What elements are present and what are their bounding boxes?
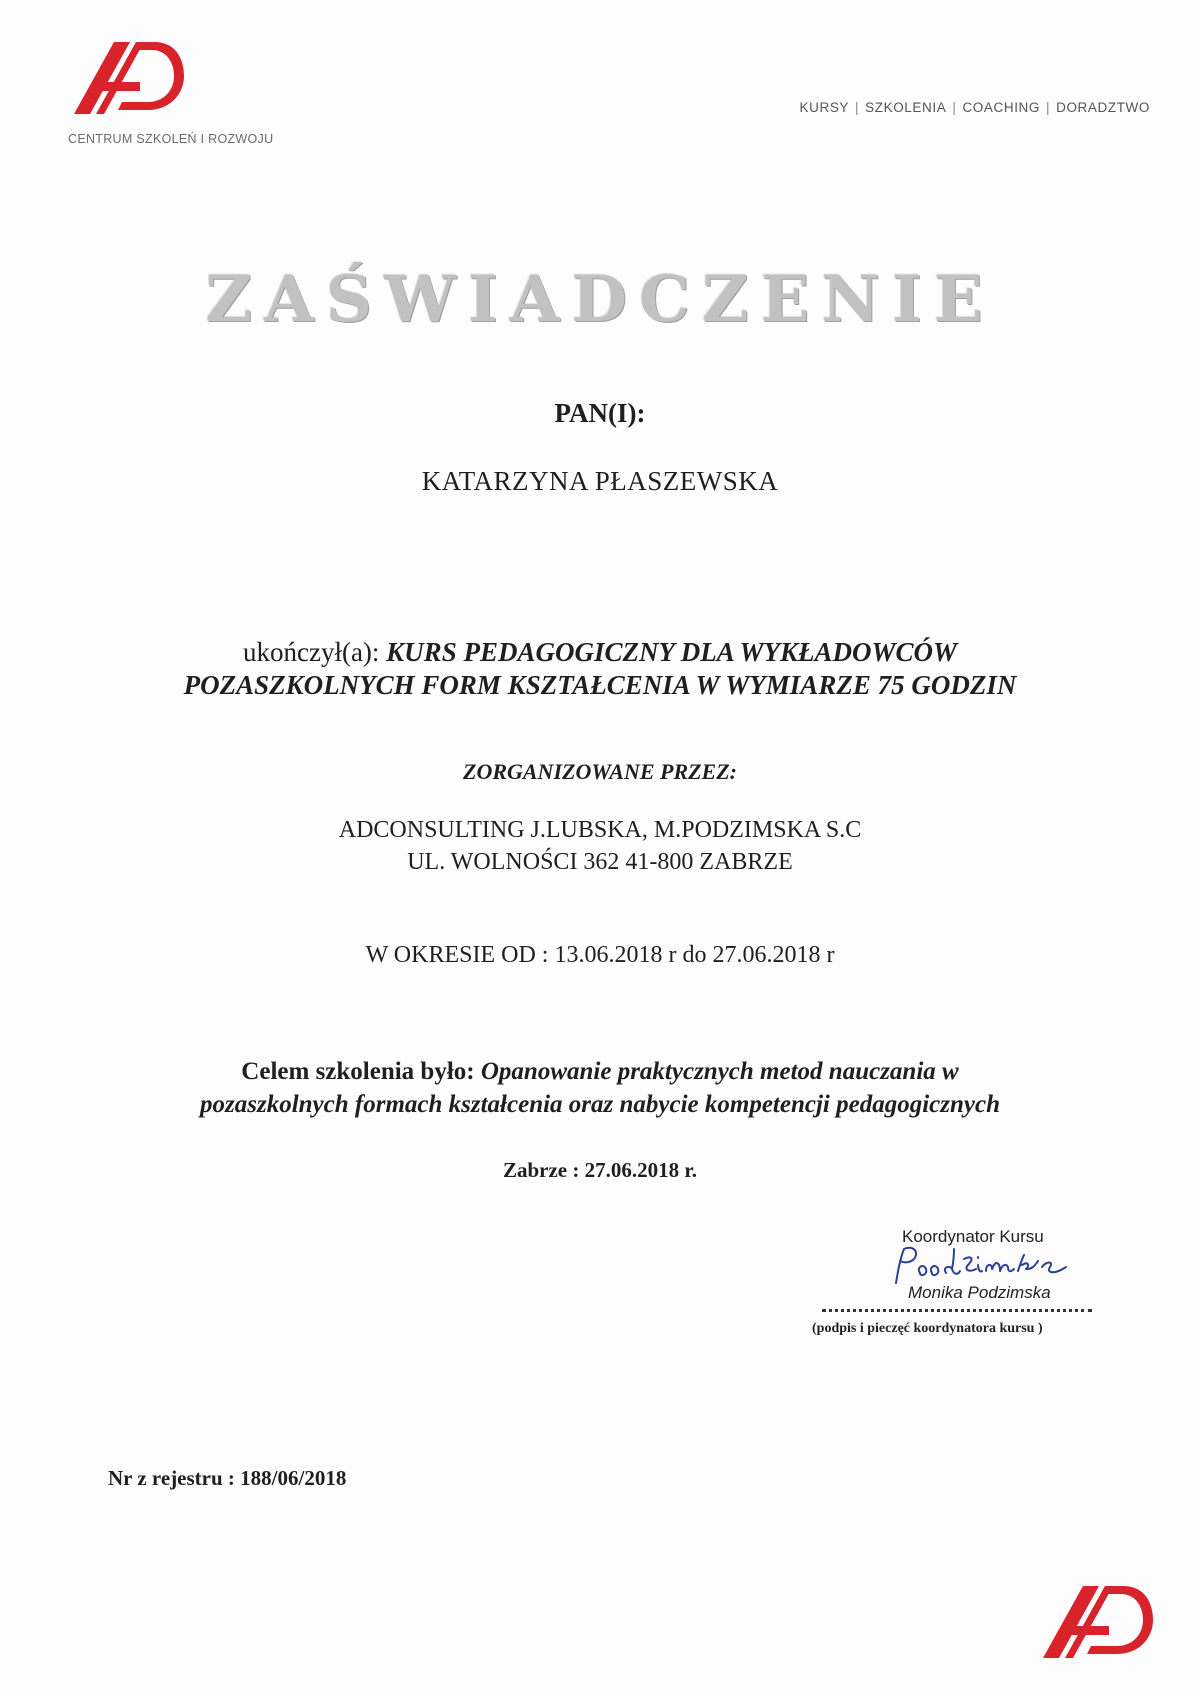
certificate-title: ZAŚWIADCZENIE — [205, 262, 995, 337]
course-name-part-1: KURS PEDAGOGICZNY DLA WYKŁADOWCÓW — [386, 637, 958, 667]
registry-number: Nr z rejestru : 188/06/2018 — [108, 1466, 347, 1490]
aim-text-part-2: pozaszkolnych formach kształcenia oraz nabycie kompetencji pedagogicznych — [200, 1091, 1000, 1118]
ad-logo-icon — [74, 40, 186, 114]
aim-text-part-1: Opanowanie praktycznych metod nauczania w — [480, 1058, 959, 1085]
service-item: DORADZTWO — [1056, 100, 1150, 115]
logo-top — [68, 40, 274, 150]
service-item: KURSY — [799, 100, 850, 115]
signature-caption: (podpis i pieczęć koordynatora kursu ) — [812, 1321, 1043, 1336]
signature-line — [822, 1309, 1092, 1312]
organizer-address: UL. WOLNOŚCI 362 41-800 ZABRZE — [407, 849, 793, 875]
course-period: W OKRESIE OD : 13.06.2018 r do 27.06.2018 r — [365, 942, 835, 968]
aim-line-1 — [0, 1058, 1200, 1086]
course-line-1 — [0, 637, 1200, 668]
services-separator: | — [1046, 100, 1051, 115]
course-name-part-2: POZASZKOLNYCH FORM KSZTAŁCENIA W WYMIARZE 75 GODZIN — [183, 670, 1017, 700]
service-item: COACHING — [962, 100, 1040, 115]
services-separator: | — [952, 100, 957, 115]
service-item: SZKOLENIA — [865, 100, 947, 115]
coordinator-role: Koordynator Kursu — [902, 1227, 1044, 1246]
ad-logo-bottom-icon — [1043, 1584, 1155, 1658]
organizer-name: ADCONSULTING J.LUBSKA, M.PODZIMSKA S.C — [338, 817, 862, 843]
pan-label: PAN(I): — [554, 398, 646, 428]
signature-block — [800, 1225, 1100, 1355]
person-name: KATARZYNA PŁASZEWSKA — [421, 466, 779, 496]
coordinator-name: Monika Podzimska — [908, 1283, 1051, 1302]
place-date: Zabrze : 27.06.2018 r. — [502, 1158, 698, 1182]
services-separator: | — [855, 100, 860, 115]
services-line — [800, 100, 1150, 115]
aim-label: Celem szkolenia było: — [241, 1058, 475, 1085]
organized-label: ZORGANIZOWANE PRZEZ: — [463, 759, 737, 784]
completed-label: ukończył(a): — [242, 637, 380, 667]
logo-caption: CENTRUM SZKOLEŃ I ROZWOJU — [68, 132, 274, 146]
